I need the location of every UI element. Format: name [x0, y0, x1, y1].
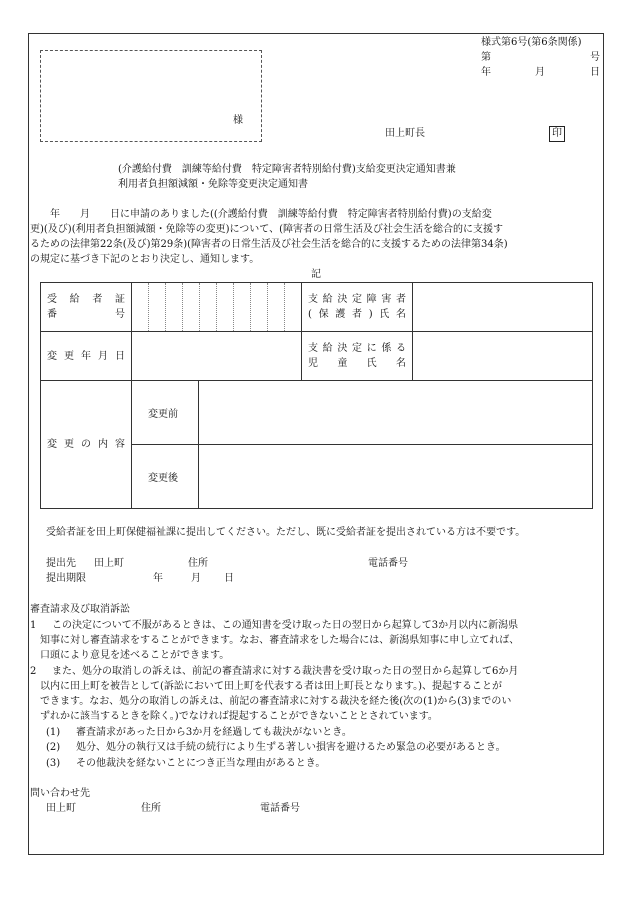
issuer-name: 田上町長 [385, 128, 425, 139]
submission-dest-value: 田上町 [94, 558, 124, 569]
intro-line-1: 年 月 日に申請のありました((介護給付費 訓練等給付費 特定障害者特別給付費)の支給変 [30, 209, 492, 220]
contact-address-label: 住所 [141, 803, 161, 814]
appeal-sub-3-text: その他裁決を経ないことにつき正当な理由があるとき。 [76, 758, 326, 769]
recipient-cert-input[interactable] [132, 283, 302, 332]
appeal-sub-3-num: (3) [46, 758, 61, 769]
title-line-1: (介護給付費 訓練等給付費 特定障害者特別給付費)支給変更決定通知書兼 [118, 164, 456, 175]
decided-person-label: 支給決定障害者 (保護者)氏名 [302, 283, 413, 332]
seal-stamp: 印 [549, 126, 565, 142]
before-input[interactable] [199, 381, 593, 445]
number-prefix: 第 [481, 52, 491, 63]
decided-person-input[interactable] [413, 283, 593, 332]
date-month: 月 [535, 67, 545, 78]
appeal-item-1: この決定について不服があるときは、この通知書を受け取った日の翌日から起算して3か月以内に新潟県 [52, 620, 519, 631]
date-year: 年 [481, 67, 491, 78]
appeal-sub-2-num: (2) [46, 742, 61, 753]
document-title [118, 162, 456, 192]
submission-dest-label: 提出先 [46, 558, 76, 569]
appeal-item-2: また、処分の取消しの訴えは、前記の審査請求に対する裁決書を受け取った日の翌日から起算して6か月 [52, 666, 519, 677]
change-content-label: 変更の内容 [41, 381, 132, 509]
title-line-2: 利用者負担額減額・免除等変更決定通知書 [118, 179, 308, 190]
appeal-heading: 審査請求及び取消訴訟 [30, 604, 130, 615]
ki-marker: 記 [311, 269, 321, 280]
child-name-label: 支給決定に係る 児童氏名 [302, 332, 413, 381]
appeal-item-2-cont: 以内に田上町を被告として(訴訟において田上町を代表する者は田上町長となります。)、提起することが できます。なお、処分の取消しの訴えは、前記の審査請求に対する裁決を経た後(次の(1)から(3)までのい ずれかに該当するときを除く。)でなければ提起することができないこととされています。 [40, 681, 512, 722]
contact-org: 田上町 [46, 803, 76, 814]
recipient-address-box[interactable] [40, 50, 262, 142]
appeal-sub-2-text: 処分、処分の執行又は手続の続行により生ずる著しい損害を避けるため緊急の必要があるとき。 [76, 742, 506, 753]
appeal-item-1-cont: 知事に対し審査請求をすることができます。なお、審査請求をした場合には、新潟県知事に申し立てれば、 口頭により意見を述べることができます。 [40, 635, 520, 661]
after-label: 変更後 [132, 445, 199, 509]
contact-phone-label: 電話番号 [260, 803, 300, 814]
deadline-label: 提出期限 [46, 573, 86, 584]
form-number: 様式第6号(第6条関係) [481, 37, 582, 48]
appeal-item-1-num: 1 [30, 620, 37, 631]
contact-heading: 問い合わせ先 [30, 788, 90, 799]
number-suffix: 号 [590, 52, 600, 63]
intro-line-3: るための法律第22条(及び)第29条)(障害者の日常生活及び社会生活を総合的に支援するための法律第34条) [30, 239, 508, 250]
record-table [40, 282, 593, 509]
before-label: 変更前 [132, 381, 199, 445]
child-name-input[interactable] [413, 332, 593, 381]
recipient-honorific: 様 [233, 115, 243, 126]
appeal-sub-1-num: (1) [46, 727, 61, 738]
submission-notice: 受給者証を田上町保健福祉課に提出してください。ただし、既に受給者証を提出されている方は不要です。 [46, 527, 526, 538]
appeal-item-2-num: 2 [30, 666, 37, 677]
submission-phone-label: 電話番号 [368, 558, 408, 569]
change-date-input[interactable] [132, 332, 302, 381]
intro-line-2: 更)(及び)(利用者負担額減額・免除等の変更)について、(障害者の日常生活及び社会生活を総合的に支援す [30, 224, 504, 235]
intro-paragraph [30, 207, 602, 267]
after-input[interactable] [199, 445, 593, 509]
intro-line-4: の規定に基づき下記のとおり決定し、通知します。 [30, 254, 260, 265]
appeal-sub-1-text: 審査請求があった日から3か月を経過しても裁決がないとき。 [76, 727, 352, 738]
deadline-year: 年 [153, 573, 163, 584]
deadline-month: 月 [191, 573, 201, 584]
recipient-cert-label: 受給者証 番号 [41, 283, 132, 332]
change-date-label: 変更年月日 [41, 332, 132, 381]
submission-address-label: 住所 [188, 558, 208, 569]
date-day: 日 [590, 67, 600, 78]
deadline-day: 日 [224, 573, 234, 584]
